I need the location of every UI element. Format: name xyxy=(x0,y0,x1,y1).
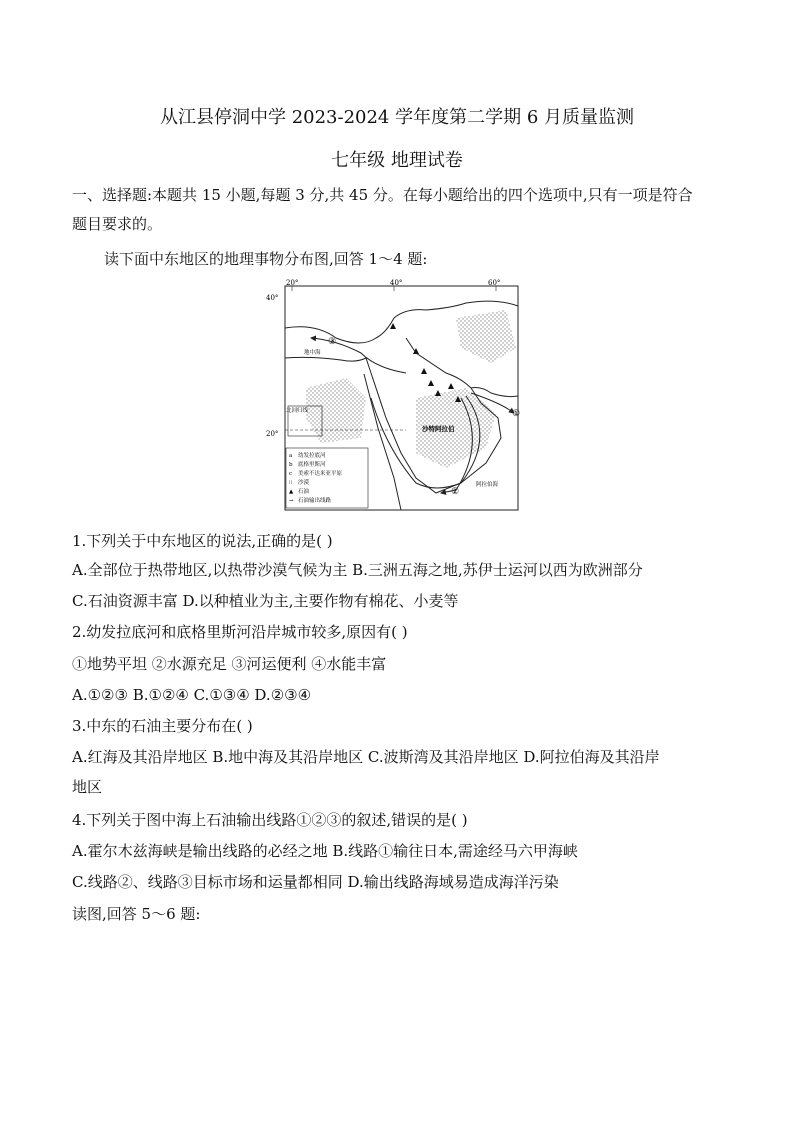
legend-text-oil: 石油 xyxy=(298,489,310,495)
q4-stem: 4.下列关于图中海上石油输出线路①②③的叙述,错误的是( ) xyxy=(72,811,468,829)
legend-text-route: 石油输出线路 xyxy=(298,498,332,504)
q2-options: A.①②③ B.①②④ C.①③④ D.②③④ xyxy=(72,686,312,704)
legend-text-desert: 沙漠 xyxy=(298,480,310,486)
lon-label-60: 60° xyxy=(488,279,501,287)
legend-sym-desert: ⁞⁞ xyxy=(289,480,293,486)
lat-label-20: 20° xyxy=(266,430,279,438)
q2-items: ①地势平坦 ②水源充足 ③河运便利 ④水能丰富 xyxy=(72,655,387,673)
q1-options-line2: C.石油资源丰富 D.以种植业为主,主要作物有棉花、小麦等 xyxy=(72,592,459,610)
q3-options-line1: A.红海及其沿岸地区 B.地中海及其沿岸地区 C.波斯湾及其沿岸地区 D.阿拉伯海及其沿岸 xyxy=(72,748,660,766)
label-tropic: 北回归线 xyxy=(286,408,309,414)
lon-label-40: 40° xyxy=(390,279,403,287)
next-question-intro: 读图,回答 5～6 题: xyxy=(72,905,201,923)
legend-sym-route: → xyxy=(289,498,294,504)
route-marker-1: ① xyxy=(512,409,521,419)
q3-stem: 3.中东的石油主要分布在( ) xyxy=(72,717,253,735)
label-arabia: 沙特阿拉伯 xyxy=(422,425,455,433)
legend-text-b: 底格里斯河 xyxy=(298,462,326,468)
legend-sym-c: c xyxy=(289,471,293,477)
map-intro: 读下面中东地区的地理事物分布图,回答 1～4 题: xyxy=(104,250,428,268)
exam-subtitle: 七年级 地理试卷 xyxy=(331,150,463,171)
section-instruction-line1: 一、选择题:本题共 15 小题,每题 3 分,共 45 分。在每小题给出的四个选项中,只有一项是符合 xyxy=(72,186,693,204)
route-marker-2: ② xyxy=(451,487,460,497)
legend-sym-b: b xyxy=(289,462,293,468)
q2-stem: 2.幼发拉底河和底格里斯河沿岸城市较多,原因有( ) xyxy=(72,623,408,641)
q1-options-line1: A.全部位于热带地区,以热带沙漠气候为主 B.三洲五海之地,苏伊士运河以西为欧洲部分 xyxy=(72,561,643,579)
q4-options-line1: A.霍尔木兹海峡是输出线路的必经之地 B.线路①输往日本,需途经马六甲海峡 xyxy=(72,842,578,860)
middle-east-map xyxy=(266,278,523,513)
q4-options-line2: C.线路②、线路③目标市场和运量都相同 D.输出线路海域易造成海洋污染 xyxy=(72,873,559,891)
legend-sym-oil: ▲ xyxy=(289,489,294,495)
lat-label-40: 40° xyxy=(266,294,279,302)
section-instruction-line2: 题目要求的。 xyxy=(72,215,163,233)
label-arabian-sea: 阿拉伯海 xyxy=(476,482,499,488)
exam-title: 从江县停洞中学 2023-2024 学年度第二学期 6 月质量监测 xyxy=(159,107,635,128)
q3-options-line2: 地区 xyxy=(72,778,103,796)
legend-text-a: 幼发拉底河 xyxy=(298,453,326,459)
q1-stem: 1.下列关于中东地区的说法,正确的是( ) xyxy=(72,532,333,550)
legend-sym-a: a xyxy=(289,453,293,459)
lon-label-20: 20° xyxy=(286,279,299,287)
route-marker-3: ③ xyxy=(328,337,337,347)
legend-text-c: 美索不达米亚平原 xyxy=(298,471,343,477)
label-mediterranean: 地中海 xyxy=(304,350,321,356)
